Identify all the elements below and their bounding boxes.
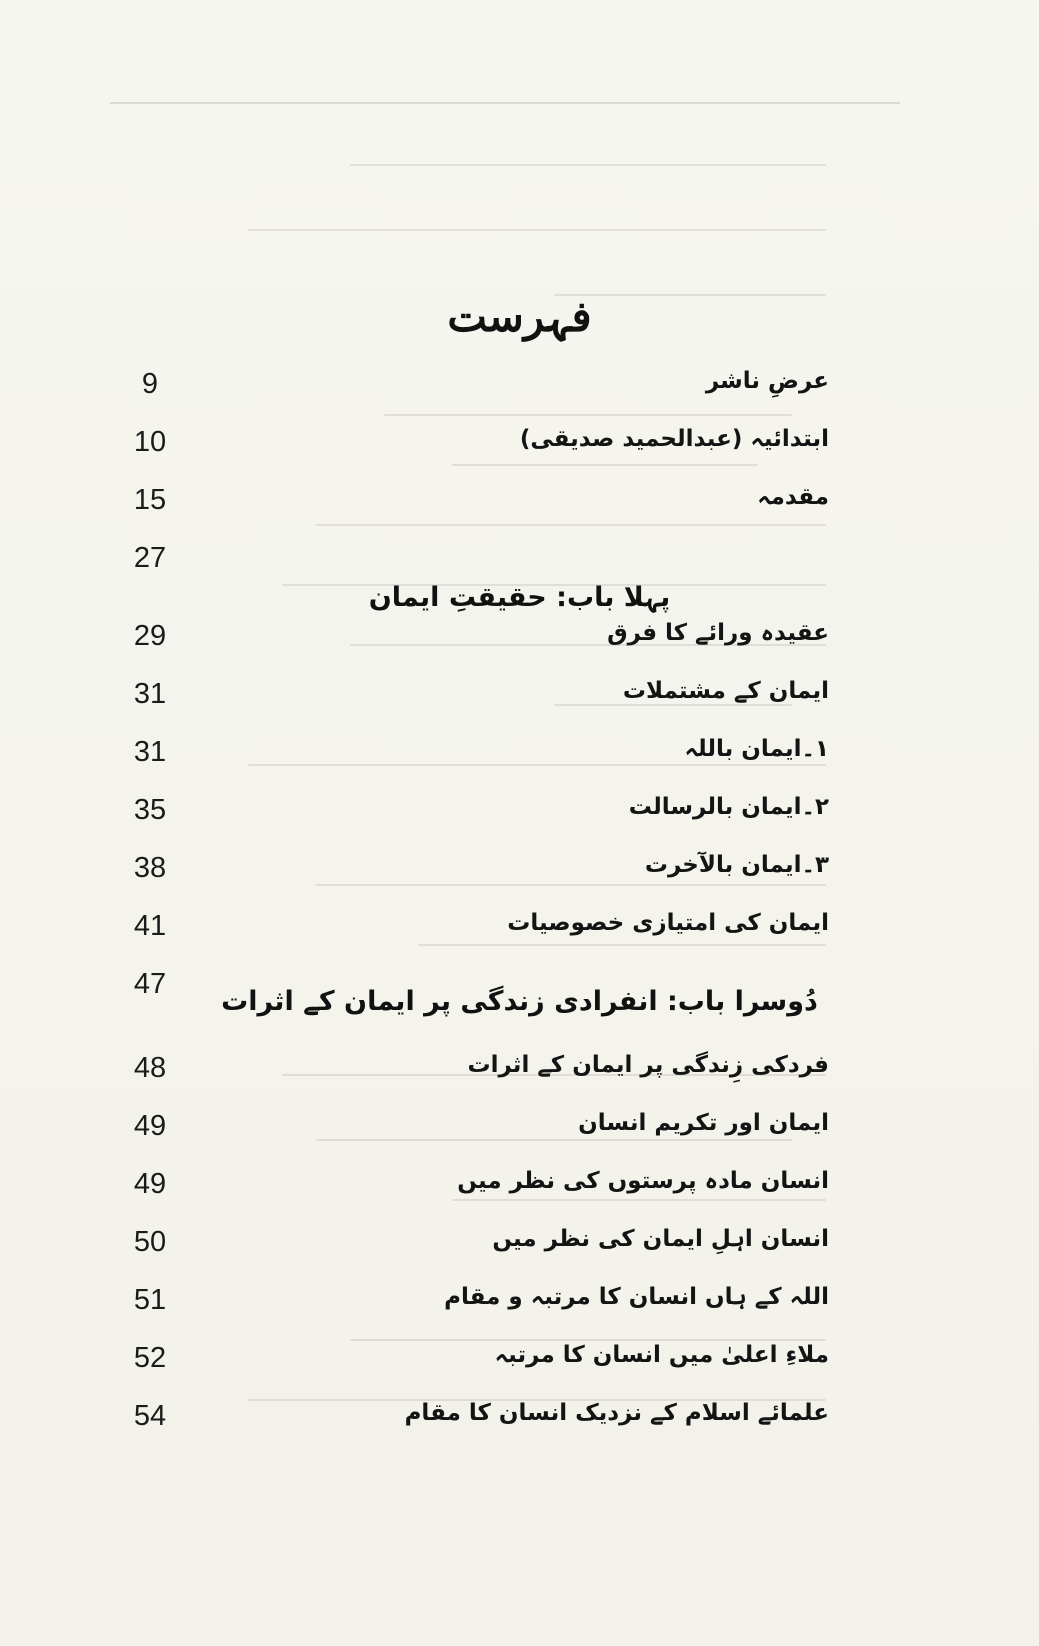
toc-entry[interactable] <box>0 794 1039 846</box>
toc-chapter[interactable] <box>0 542 1039 613</box>
page-number: 29 <box>133 620 167 652</box>
entry-title: ابتدائیہ (عبدالحمید صدیقی) <box>519 426 829 452</box>
toc-entry[interactable] <box>0 1226 1039 1278</box>
entry-title: ۱۔ایمان باللہ <box>684 736 829 762</box>
page-number: 9 <box>141 368 159 400</box>
toc-entry[interactable] <box>0 678 1039 730</box>
toc-entry[interactable] <box>0 1168 1039 1220</box>
page-number: 35 <box>133 794 167 826</box>
toc-entry[interactable] <box>0 1284 1039 1336</box>
toc-entry[interactable] <box>0 910 1039 962</box>
entry-title: علمائے اسلام کے نزدیک انسان کا مقام <box>404 1400 829 1426</box>
page-number: 27 <box>133 542 167 574</box>
page-number: 38 <box>133 852 167 884</box>
toc-entry[interactable] <box>0 368 1039 420</box>
page-number: 52 <box>133 1342 167 1374</box>
toc-entry[interactable] <box>0 484 1039 536</box>
entry-title: ایمان اور تکریم انسان <box>578 1110 829 1136</box>
page-number: 49 <box>133 1168 167 1200</box>
page-number: 47 <box>133 968 167 1000</box>
toc-entry[interactable] <box>0 1110 1039 1162</box>
page-number: 10 <box>133 426 167 458</box>
entry-title: ایمان کی امتیازی خصوصیات <box>507 910 829 936</box>
toc-entry[interactable] <box>0 1342 1039 1394</box>
page-title: فہرست <box>447 292 592 341</box>
chapter-heading: دُوسرا باب: انفرادی زندگی پر ایمان کے اثرات <box>221 986 818 1017</box>
page-number: 51 <box>133 1284 167 1316</box>
toc-entry[interactable] <box>0 852 1039 904</box>
toc-entry[interactable] <box>0 620 1039 672</box>
entry-title: ۳۔ایمان بالآخرت <box>644 852 829 878</box>
toc-entry[interactable] <box>0 736 1039 788</box>
entry-title: ایمان کے مشتملات <box>622 678 829 704</box>
page-number: 50 <box>133 1226 167 1258</box>
entry-title: انسان اہلِ ایمان کی نظر میں <box>492 1226 829 1252</box>
toc-entry[interactable] <box>0 1400 1039 1452</box>
entry-title: اللہ کے ہاں انسان کا مرتبہ و مقام <box>444 1284 829 1310</box>
entry-title: ۲۔ایمان بالرسالت <box>628 794 829 820</box>
entry-title: ملاءِ اعلیٰ میں انسان کا مرتبہ <box>494 1342 829 1368</box>
entry-title: مقدمہ <box>757 484 829 510</box>
page-number: 49 <box>133 1110 167 1142</box>
entry-title: عقیدہ ورائے کا فرق <box>607 620 829 646</box>
page-number: 31 <box>133 736 167 768</box>
page-number: 48 <box>133 1052 167 1084</box>
toc-entry[interactable] <box>0 426 1039 478</box>
bleed-through-rule <box>110 102 900 104</box>
page-number: 41 <box>133 910 167 942</box>
page-number: 54 <box>133 1400 167 1432</box>
entry-title: عرضِ ناشر <box>705 368 829 394</box>
chapter-heading: پہلا باب: حقیقتِ ایمان <box>368 582 671 613</box>
page-number: 31 <box>133 678 167 710</box>
entry-title: فردکی زِندگی پر ایمان کے اثرات <box>467 1052 829 1078</box>
page-number: 15 <box>133 484 167 516</box>
toc-chapter[interactable] <box>0 968 1039 1020</box>
toc-entry[interactable] <box>0 1052 1039 1104</box>
entry-title: انسان مادہ پرستوں کی نظر میں <box>457 1168 829 1194</box>
